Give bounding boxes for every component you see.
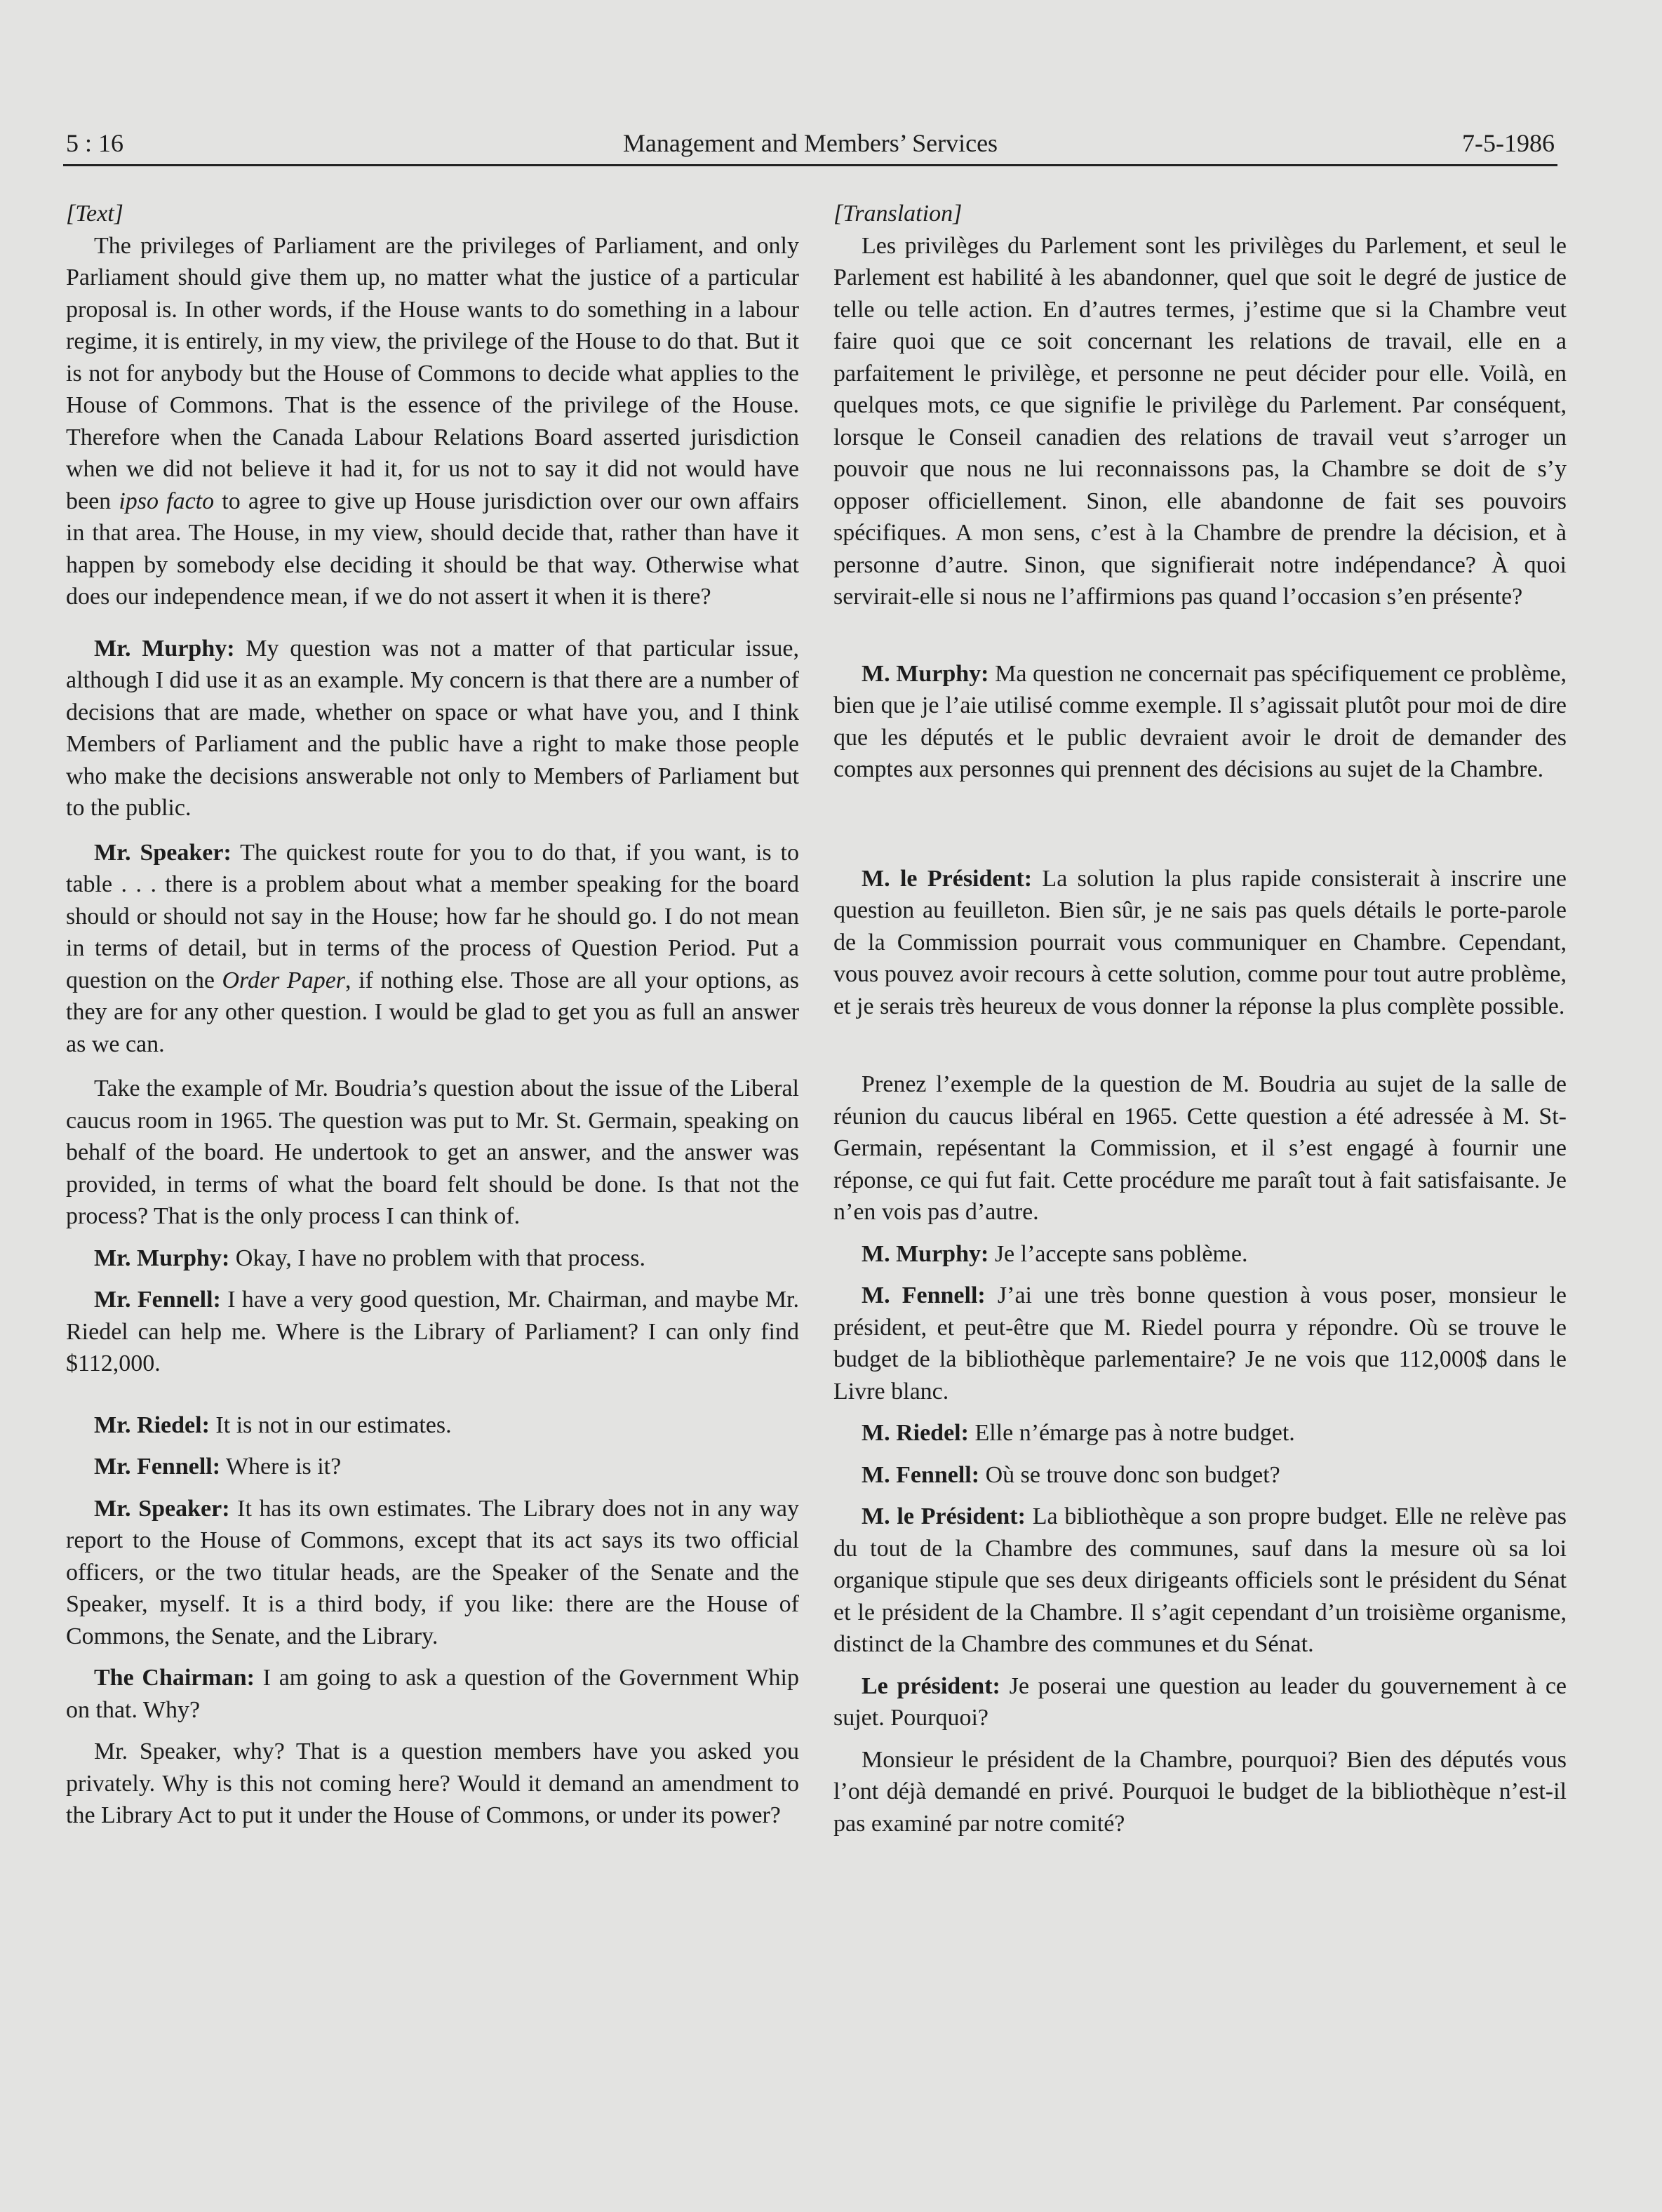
french-column: [833, 198, 1567, 1839]
paragraph-speaker-1: Mr. Speaker: The quickest route for you to do that, if you want, is to table . . . there is a problem about what a member speaking for the board should or should not say in the House; how far he should go. I do not mean in terms of detail, but in terms of the process of Question Period. Put a question on the Order Paper, if nothing else. Those are all your options, as they are for any other question. I would be glad to get you as full an answer as we can.: [66, 839, 800, 1057]
publication-title: Management and Members’ Services: [622, 129, 998, 157]
paragraph-fennell-1: Mr. Fennell: I have a very good question, Mr. Chairman, and maybe Mr. Riedel can help me. Where is the Library of Parliament? I can only find $112,000.: [66, 1287, 799, 1376]
paragraph-chairman: The Chairman: I am going to ask a question of the Government Whip on that. Why?: [66, 1665, 799, 1723]
speaker-name: M. Murphy:: [862, 1240, 989, 1267]
paragraph-fennell-2-fr: M. Fennell: Où se trouve donc son budget?: [862, 1461, 1280, 1488]
paragraph-chairman-fr: Le président: Je poserai une question au leader du gouvernement à ce sujet. Pourquoi?: [833, 1673, 1567, 1731]
page-reference: 5 : 16: [66, 129, 124, 157]
paragraph-boudria-example: Take the example of Mr. Boudria’s question about the issue of the Liberal caucus room in 1965. The question was put to Mr. St. Germain, speaking on behalf of the board. He undertook to get an answer, and the answer was provided, in terms of what the board felt should be done. Is that not the process? That is the only process I can think of.: [66, 1075, 799, 1229]
speaker-name: Mr. Murphy:: [94, 1245, 230, 1271]
paragraph-riedel: Mr. Riedel: It is not in our estimates.: [94, 1412, 452, 1438]
speaker-name: Mr. Fennell:: [94, 1454, 221, 1480]
speaker-name: The Chairman:: [94, 1665, 255, 1691]
paragraph-fennell-1-fr: M. Fennell: J’ai une très bonne question à vous poser, monsieur le président, et peut-être que M. Riedel pourra y répondre. Où se trouve le budget de la bibliothèque parlementaire? Je ne vois que 112,000$ dans le Livre blanc.: [833, 1282, 1567, 1405]
section-tag-translation: [Translation]: [833, 201, 963, 227]
speaker-name: Mr. Fennell:: [94, 1287, 221, 1313]
paragraph-fennell-2: Mr. Fennell: Where is it?: [94, 1454, 342, 1480]
english-column: [66, 198, 799, 1832]
speaker-name: Mr. Speaker:: [94, 839, 232, 866]
paragraph-president-2-fr: M. le Président: La bibliothèque a son propre budget. Elle ne relève pas du tout de la Chambre des communes, sauf dans la mesure où sa loi organique stipule que ses deux dirigeants officiels sont le président du Sénat et le président de la Chambre. Il s’agit cependant d’un troisième organisme, distinct de la Chambre des communes et du Sénat.: [833, 1503, 1567, 1657]
speaker-name: Mr. Riedel:: [94, 1412, 210, 1438]
speaker-name: M. le Président:: [862, 1503, 1026, 1529]
paragraph-riedel-fr: M. Riedel: Elle n’émarge pas à notre budget.: [862, 1420, 1295, 1446]
paragraph-speaker-2: Mr. Speaker: It has its own estimates. The Library does not in any way report to the House of Commons, except that its act says its two official officers, or the two titular heads, are the Speaker of the Senate and the Speaker, myself. It is a third body, if you like: there are the House of Commons, the Senate, and the Library.: [66, 1495, 799, 1649]
paragraph-privileges-fr: Les privilèges du Parlement sont les privilèges du Parlement, et seul le Parlement est habilité à les abandonner, quel que soit le degré de justice de telle ou telle action. En d’autres termes, j’estime que si la Chambre veut faire quoi que ce soit concernant les relations de travail, elle en a parfaitement le privilège, et personne ne peut décider pour elle. Voilà, en quelques mots, ce que signifie le privilège du Parlement. Par conséquent, lorsque le Conseil canadien des relations de travail veut s’arroger un pouvoir que nous ne lui reconnaissons pas, la Chambre se doit de s’y opposer officiellement. Sinon, elle abandonne de fait ses pouvoirs spécifiques. A mon sens, c’est à la Chambre de prendre la décision, et à personne d’autre. Sinon, que signifierait notre indépendance? À quoi servirait-elle si nous ne l’affirmions pas quand l’occasion s’en présente?: [833, 232, 1567, 610]
speaker-name: M. Fennell:: [862, 1282, 986, 1308]
paragraph-chairman-question: Mr. Speaker, why? That is a question members have you asked you privately. Why is this not coming here? Would it demand an amendment to the Library Act to put it under the House of Commons, or under its power?: [66, 1738, 799, 1828]
paragraph-murphy-1-fr: M. Murphy: Ma question ne concernait pas spécifiquement ce problème, bien que je l’aie utilisé comme exemple. Il s’agissait plutôt pour moi de dire que les députés et le public devraient avoir le droit de demander des comptes aux personnes qui prennent des décisions au sujet de la Chambre.: [833, 660, 1567, 782]
page-header: [63, 125, 1557, 166]
paragraph-boudria-example-fr: Prenez l’exemple de la question de M. Boudria au sujet de la salle de réunion du caucus libéral en 1965. Cette question a été adressée à M. St-Germain, repésentant la Commission, et il s’est engagé à fournir une réponse, ce qui fut fait. Cette procédure me paraît tout à fait satisfaisante. Je n’en vois pas d’autre.: [833, 1071, 1567, 1225]
paragraph-president-1-fr: M. le Président: La solution la plus rapide consisterait à inscrire une question au feuilleton. Bien sûr, je ne sais pas quels détails le porte-parole de la Commission pourrait vous communiquer en Chambre. Cependant, vous pouvez avoir recours à cette solution, comme pour tout autre problème, et je serais très heureux de vous donner la réponse la plus complète possible.: [833, 865, 1567, 1019]
speaker-name: M. Riedel:: [862, 1420, 969, 1446]
speaker-name: Mr. Speaker:: [94, 1495, 230, 1522]
speaker-name: M. Murphy:: [862, 660, 989, 687]
speaker-name: Mr. Murphy:: [94, 635, 235, 662]
speaker-name: M. le Président:: [862, 865, 1033, 892]
session-date: 7-5-1986: [1462, 129, 1555, 157]
paragraph-murphy-1: Mr. Murphy: My question was not a matter of that particular issue, although I did use it as an example. My concern is that there are a number of decisions that are made, whether on space or what have you, and I think Members of Parliament and the public have a right to make those people who make the decisions answerable not only to Members of Parliament but to the public.: [66, 635, 799, 821]
paragraph-chairman-question-fr: Monsieur le président de la Chambre, pourquoi? Bien des députés vous l’ont déjà demandé en privé. Pourquoi le budget de la bibliothèque n’est-il pas examiné par notre comité?: [833, 1746, 1567, 1837]
paragraph-murphy-2-fr: M. Murphy: Je l’accepte sans poblème.: [862, 1240, 1248, 1267]
speaker-name: M. Fennell:: [862, 1461, 980, 1488]
paragraph-privileges: The privileges of Parliament are the privileges of Parliament, and only Parliament should give them up, no matter what the justice of a particular proposal is. In other words, if the House wants to do something in a labour regime, it is entirely, in my view, the privilege of the House to do that. But it is not for anybody but the House of Commons to decide what applies to the House of Commons. That is the essence of the privilege of the House. Therefore when the Canada Labour Relations Board asserted jurisdiction when we did not believe it had it, for us not to say it did not would have been ipso facto to agree to give up House jurisdiction over our own affairs in that area. The House, in my view, should decide that, rather than have it happen by somebody else deciding it should be that way. Otherwise what does our independence mean, if we do not assert it when it is there?: [66, 232, 799, 610]
paragraph-murphy-2: Mr. Murphy: Okay, I have no problem with that process.: [94, 1245, 645, 1271]
speaker-name: Le président:: [862, 1673, 1000, 1699]
section-tag-text: [Text]: [66, 201, 123, 227]
